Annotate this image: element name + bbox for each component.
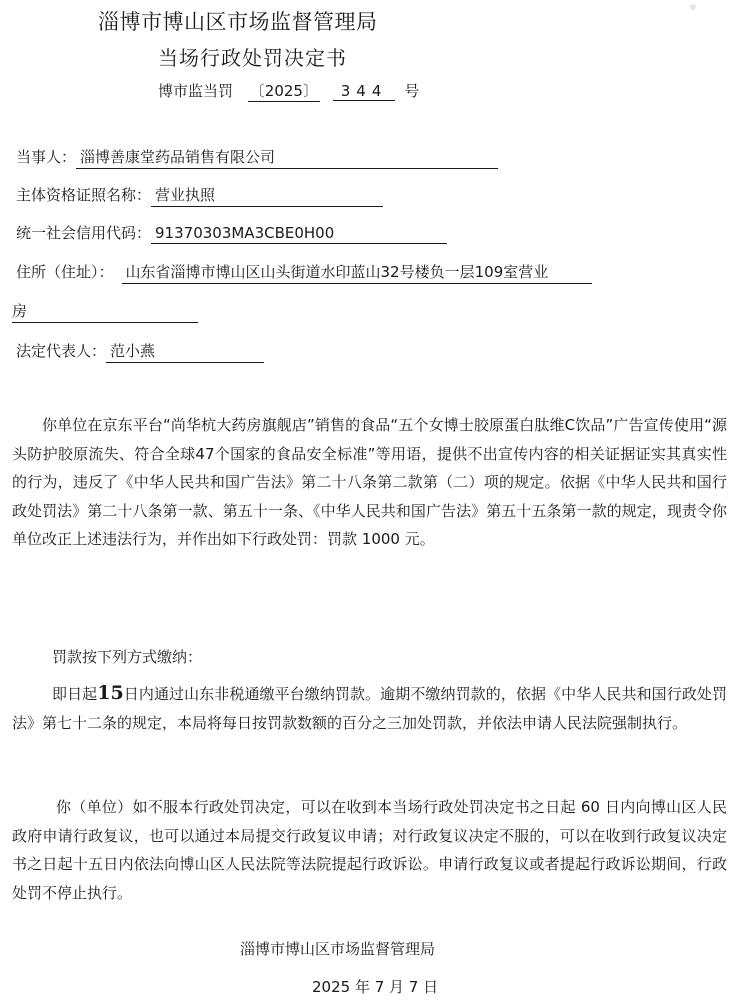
signature-agency: 淄博市博山区市场监督管理局: [240, 940, 436, 958]
doc-no-number: 344: [333, 82, 396, 101]
address-value-line1: 山东省淄博市博山区山头街道水印蓝山32号楼负一层109室营业: [122, 261, 592, 284]
scan-speck: [690, 4, 696, 10]
cert-value: 营业执照: [151, 184, 383, 207]
doc-no-prefix: 博市监当罚: [158, 82, 234, 100]
address-field-cont: [12, 300, 198, 323]
decision-date: 2025 年 7 月 7 日: [312, 978, 439, 996]
paragraph-appeal: 你（单位）如不服本行政处罚决定，可以在收到本当场行政处罚决定书之日起 60 日内向博山区人民政府申请行政复议，也可以通过本局提交行政复议申请；对行政复议决定不服的，可以在收到行政复议决定书之日起十五日内依法向博山区人民法院等法院提起行政诉讼。申请行政复议或者提起行政诉讼期间，行政处罚不停止执行。: [12, 798, 727, 902]
paragraph-payment-terms: [12, 679, 727, 737]
credit-code-field: [16, 222, 447, 244]
address-label: 住所（住址）：: [16, 263, 114, 281]
address-value-line2: 房: [12, 300, 198, 323]
doc-no-year: 〔2025〕: [249, 82, 318, 100]
legal-rep-value: 范小燕: [106, 340, 264, 363]
document-number: [158, 80, 419, 102]
payment-days: 15: [97, 682, 124, 704]
legal-rep-label: 法定代表人：: [16, 342, 107, 360]
party-field: [16, 146, 498, 169]
legal-rep-field: [16, 340, 264, 363]
paragraph-payment-method: 罚款按下列方式缴纳：: [52, 648, 203, 666]
credit-code-label: 统一社会信用代码：: [16, 224, 152, 242]
cert-field: [16, 184, 383, 207]
credit-code-value: 91370303MA3CBE0H00: [151, 224, 447, 244]
address-field: [16, 261, 592, 284]
payment-terms-rest: 日内通过山东非税通缴平台缴纳罚款。逾期不缴纳罚款的，依据《中华人民共和国行政处罚法》第七十二条的规定，本局将每日按罚款数额的百分之三加处罚款，并依法申请人民法院强制执行。: [12, 685, 727, 732]
agency-title: 淄博市博山区市场监督管理局: [98, 10, 378, 34]
party-value: 淄博善康堂药品销售有限公司: [76, 146, 498, 169]
party-label: 当事人：: [16, 148, 77, 166]
document-title: 当场行政处罚决定书: [158, 46, 347, 70]
paragraph-violation: 你单位在京东平台“尚华杭大药房旗舰店”销售的食品“五个女博士胶原蛋白肽维C饮品”广告宣传使用“源头防护胶原流失、符合全球47个国家的食品安全标准”等用语，提供不出宣传内容的相关证据证实其真实性的行为，违反了《中华人民共和国广告法》第二十八条第二款第（二）项的规定。依据《中华人民共和国行政处罚法》第二十八条第一款、第五十一条、《中华人民共和国广告法》第五十五条第一款的规定，现责令你单位改正上述违法行为，并作出如下行政处罚：罚款 1000 元。: [12, 416, 727, 548]
payment-terms-start: 即日起: [52, 685, 98, 703]
cert-label: 主体资格证照名称：: [16, 186, 152, 204]
doc-no-suffix: 号: [404, 82, 420, 100]
